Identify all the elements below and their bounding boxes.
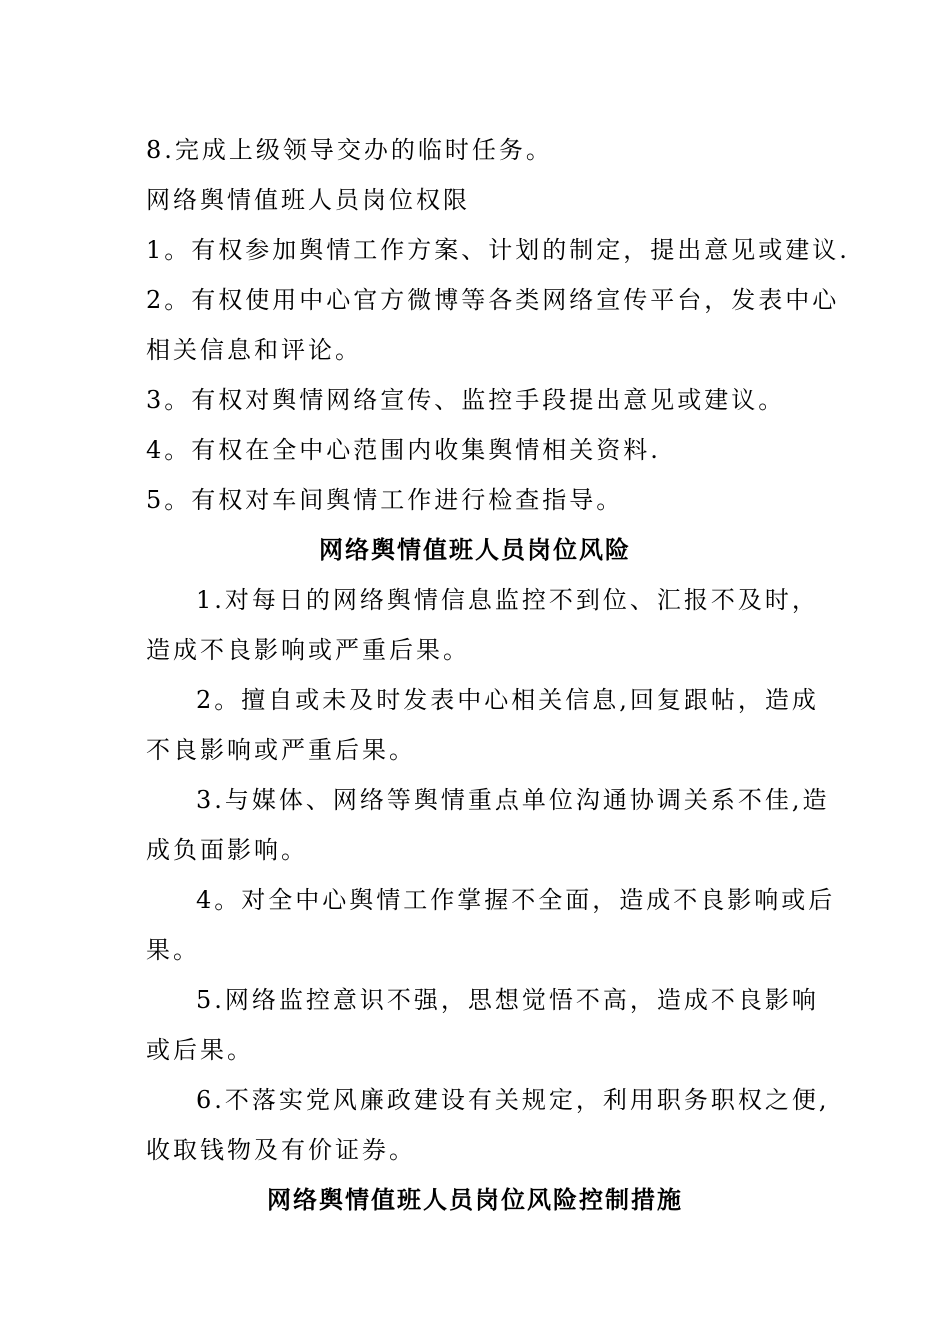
risk-item-4-line-2: 果。 [146, 936, 200, 964]
risk-item-6-line-2: 收取钱物及有价证券。 [146, 1136, 416, 1164]
authority-item-1: 1。有权参加舆情工作方案、计划的制定，提出意见或建议. [146, 236, 850, 264]
control-measures-heading: 网络舆情值班人员岗位风险控制措施 [267, 1185, 683, 1214]
risk-item-2-line-1: 2。擅自或未及时发表中心相关信息,回复跟帖，造成 [196, 686, 819, 714]
authority-item-3: 3。有权对舆情网络宣传、监控手段提出意见或建议。 [146, 386, 786, 414]
risk-item-1-line-2: 造成不良影响或严重后果。 [146, 636, 470, 664]
risk-item-1-line-1: 1.对每日的网络舆情信息监控不到位、汇报不及时， [196, 586, 819, 614]
risk-item-4-line-1: 4。对全中心舆情工作掌握不全面，造成不良影响或后 [196, 886, 836, 914]
risk-item-5-line-2: 或后果。 [146, 1036, 254, 1064]
authority-title: 网络舆情值班人员岗位权限 [146, 186, 470, 214]
authority-item-5: 5。有权对车间舆情工作进行检查指导。 [146, 486, 624, 514]
risk-item-6-line-1: 6.不落实党风廉政建设有关规定，利用职务职权之便, [196, 1086, 830, 1114]
risk-item-2-line-2: 不良影响或严重后果。 [146, 736, 416, 764]
risk-item-3-line-1: 3.与媒体、网络等舆情重点单位沟通协调关系不佳,造 [196, 786, 830, 814]
duty-item-8: 8.完成上级领导交办的临时任务。 [146, 136, 553, 164]
risk-item-3-line-2: 成负面影响。 [146, 836, 308, 864]
authority-item-2-line-2: 相关信息和评论。 [146, 336, 362, 364]
risk-item-5-line-1: 5.网络监控意识不强，思想觉悟不高，造成不良影响 [196, 986, 819, 1014]
risk-heading: 网络舆情值班人员岗位风险 [319, 535, 631, 564]
authority-item-4: 4。有权在全中心范围内收集舆情相关资料. [146, 436, 661, 464]
authority-item-2-line-1: 2。有权使用中心官方微博等各类网络宣传平台，发表中心 [146, 286, 840, 314]
